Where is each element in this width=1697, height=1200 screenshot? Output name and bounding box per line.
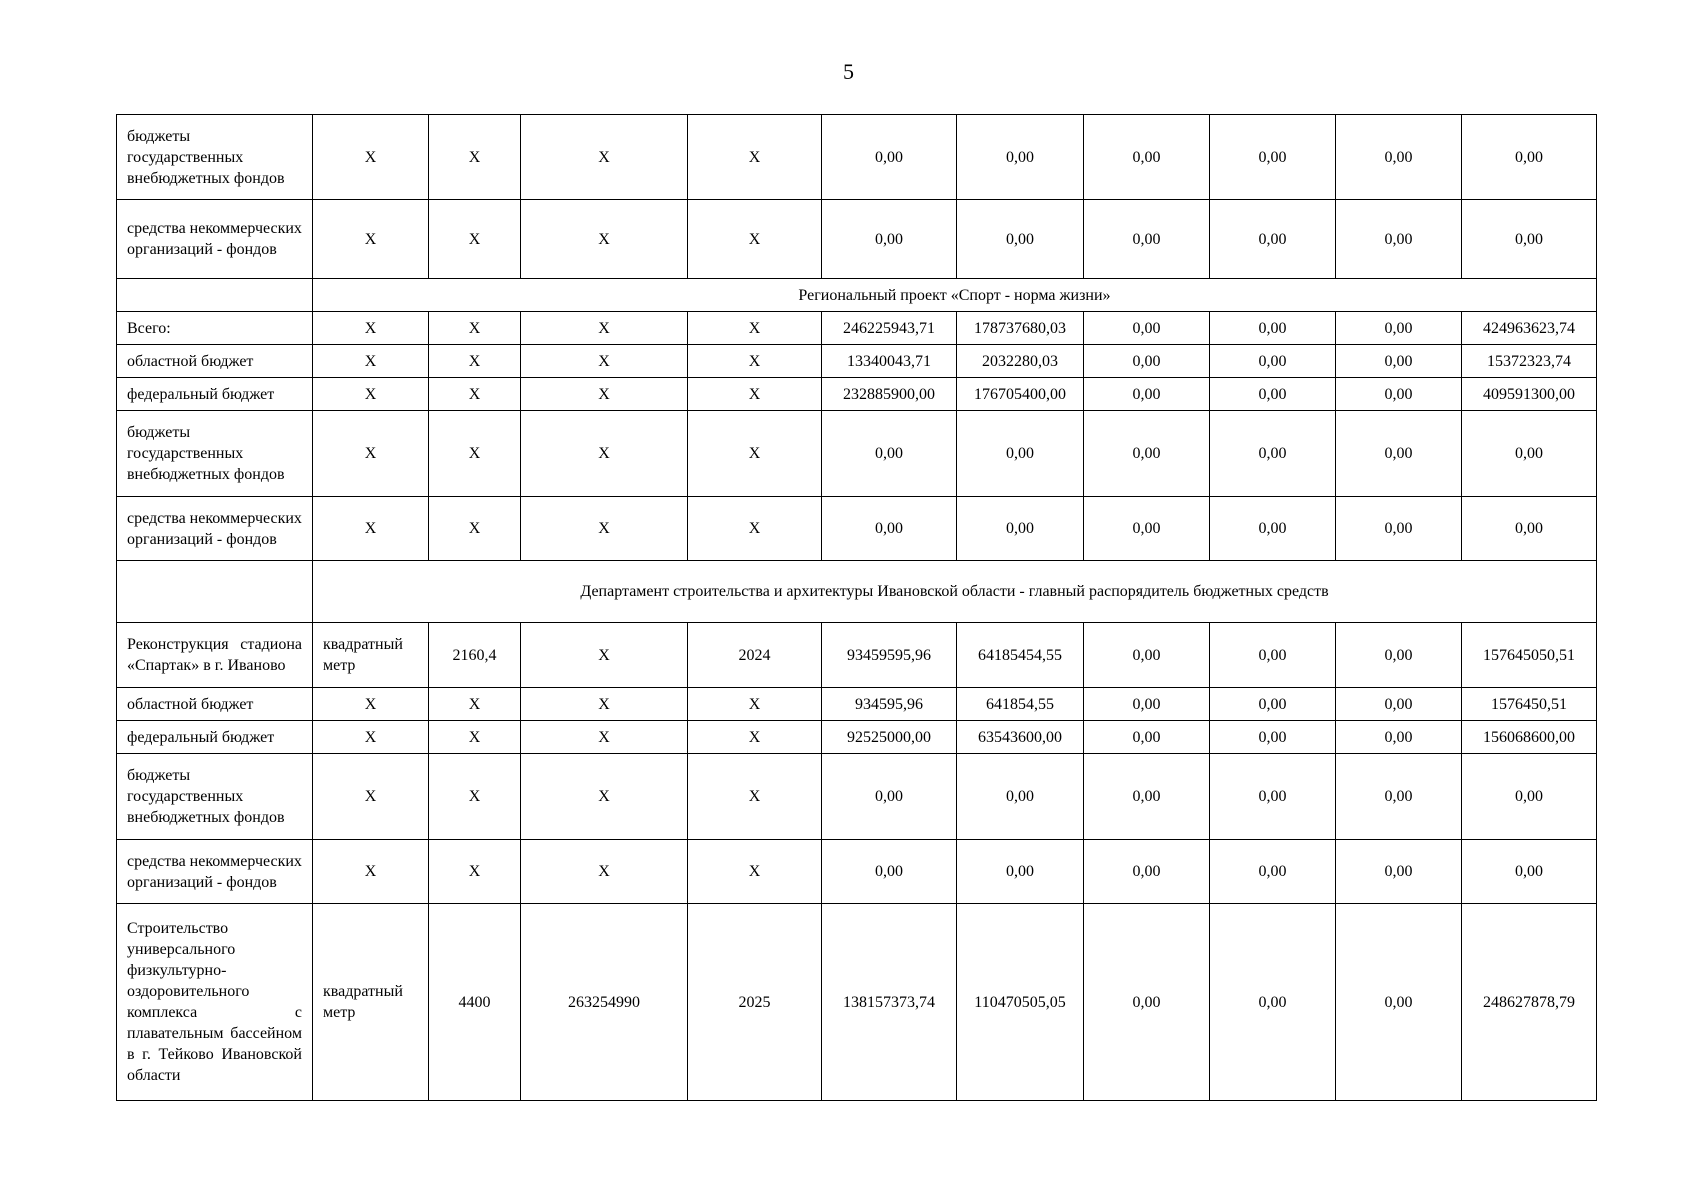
amount-cell: 0,00 [1210, 721, 1336, 754]
year-cell: X [688, 378, 822, 411]
total-cell: 0,00 [1462, 200, 1597, 279]
unit-cell: квадратный метр [313, 904, 429, 1101]
amount-cell: 0,00 [1084, 623, 1210, 688]
amount-cell: 13340043,71 [822, 345, 957, 378]
row-name-cell: Строительство универсального физкультурно-оздоровительного комплекса с плавательным бассейном в г. Тейково Ивановской области [117, 904, 313, 1101]
amount-cell: 0,00 [1336, 754, 1462, 840]
total-cell: 156068600,00 [1462, 721, 1597, 754]
row-name-cell: федеральный бюджет [117, 721, 313, 754]
cost-cell: X [521, 840, 688, 904]
section-row [117, 561, 1597, 623]
amount-cell: 0,00 [1210, 115, 1336, 200]
amount-cell: 0,00 [822, 411, 957, 497]
amount-cell: 0,00 [957, 754, 1084, 840]
amount-cell: 0,00 [822, 840, 957, 904]
unit-cell: X [313, 840, 429, 904]
amount-cell: 0,00 [1336, 200, 1462, 279]
row-name-cell [117, 561, 313, 623]
amount-cell: 0,00 [1084, 840, 1210, 904]
unit-cell: X [313, 721, 429, 754]
page-number: 5 [843, 59, 854, 84]
table-row [117, 754, 1597, 840]
amount-cell: 138157373,74 [822, 904, 957, 1101]
unit-cell: X [313, 312, 429, 345]
row-name-cell: средства некоммерческих организаций - фондов [117, 497, 313, 561]
amount-cell: 0,00 [1210, 200, 1336, 279]
amount-cell: 641854,55 [957, 688, 1084, 721]
value-cell: X [429, 312, 521, 345]
amount-cell: 178737680,03 [957, 312, 1084, 345]
total-cell: 0,00 [1462, 497, 1597, 561]
total-cell: 248627878,79 [1462, 904, 1597, 1101]
amount-cell: 0,00 [1210, 497, 1336, 561]
total-cell: 157645050,51 [1462, 623, 1597, 688]
amount-cell: 0,00 [1084, 378, 1210, 411]
amount-cell: 0,00 [957, 497, 1084, 561]
year-cell: 2025 [688, 904, 822, 1101]
row-name-cell: бюджеты государственных внебюджетных фондов [117, 754, 313, 840]
amount-cell: 0,00 [1084, 904, 1210, 1101]
amount-cell: 93459595,96 [822, 623, 957, 688]
amount-cell: 0,00 [1084, 411, 1210, 497]
amount-cell: 64185454,55 [957, 623, 1084, 688]
amount-cell: 110470505,05 [957, 904, 1084, 1101]
amount-cell: 0,00 [1084, 345, 1210, 378]
section-title: Департамент строительства и архитектуры Ивановской области - главный распорядитель бюджетных средств [313, 561, 1597, 623]
row-name-cell: федеральный бюджет [117, 378, 313, 411]
total-cell: 0,00 [1462, 840, 1597, 904]
amount-cell: 0,00 [1210, 754, 1336, 840]
amount-cell: 0,00 [957, 411, 1084, 497]
table-row [117, 312, 1597, 345]
amount-cell: 0,00 [1084, 688, 1210, 721]
unit-cell: X [313, 754, 429, 840]
value-cell: X [429, 115, 521, 200]
amount-cell: 0,00 [1336, 378, 1462, 411]
unit-cell: X [313, 378, 429, 411]
value-cell: X [429, 754, 521, 840]
budget-table [116, 114, 1597, 1101]
unit-cell: X [313, 345, 429, 378]
year-cell: X [688, 497, 822, 561]
amount-cell: 246225943,71 [822, 312, 957, 345]
amount-cell: 0,00 [1336, 115, 1462, 200]
amount-cell: 0,00 [1210, 378, 1336, 411]
year-cell: X [688, 721, 822, 754]
year-cell: X [688, 345, 822, 378]
row-name-cell: Всего: [117, 312, 313, 345]
total-cell: 0,00 [1462, 754, 1597, 840]
value-cell: X [429, 688, 521, 721]
amount-cell: 63543600,00 [957, 721, 1084, 754]
amount-cell: 0,00 [1084, 754, 1210, 840]
row-name-cell: средства некоммерческих организаций - фондов [117, 840, 313, 904]
total-cell: 0,00 [1462, 115, 1597, 200]
value-cell: X [429, 840, 521, 904]
value-cell: X [429, 378, 521, 411]
amount-cell: 0,00 [822, 754, 957, 840]
amount-cell: 0,00 [1084, 115, 1210, 200]
amount-cell: 232885900,00 [822, 378, 957, 411]
cost-cell: X [521, 345, 688, 378]
amount-cell: 0,00 [1336, 688, 1462, 721]
total-cell: 1576450,51 [1462, 688, 1597, 721]
year-cell: X [688, 411, 822, 497]
amount-cell: 0,00 [1210, 411, 1336, 497]
value-cell: X [429, 345, 521, 378]
amount-cell: 0,00 [1084, 721, 1210, 754]
unit-cell: X [313, 688, 429, 721]
total-cell: 409591300,00 [1462, 378, 1597, 411]
amount-cell: 0,00 [957, 840, 1084, 904]
amount-cell: 0,00 [1336, 411, 1462, 497]
year-cell: X [688, 688, 822, 721]
cost-cell: X [521, 115, 688, 200]
cost-cell: X [521, 497, 688, 561]
amount-cell: 0,00 [1210, 345, 1336, 378]
amount-cell: 0,00 [1336, 312, 1462, 345]
unit-cell: X [313, 411, 429, 497]
unit-cell: X [313, 115, 429, 200]
cost-cell: 263254990 [521, 904, 688, 1101]
row-name-cell: Реконструкция стадиона «Спартак» в г. Иваново [117, 623, 313, 688]
table-row [117, 345, 1597, 378]
amount-cell: 0,00 [1336, 840, 1462, 904]
year-cell: X [688, 754, 822, 840]
row-name-cell: областной бюджет [117, 688, 313, 721]
amount-cell: 0,00 [957, 200, 1084, 279]
amount-cell: 2032280,03 [957, 345, 1084, 378]
cost-cell: X [521, 312, 688, 345]
year-cell: X [688, 200, 822, 279]
amount-cell: 0,00 [1336, 904, 1462, 1101]
row-name-cell: бюджеты государственных внебюджетных фондов [117, 115, 313, 200]
amount-cell: 0,00 [822, 115, 957, 200]
section-row [117, 279, 1597, 312]
value-cell: 4400 [429, 904, 521, 1101]
amount-cell: 0,00 [1336, 623, 1462, 688]
cost-cell: X [521, 200, 688, 279]
table-row [117, 115, 1597, 200]
table-row [117, 497, 1597, 561]
cost-cell: X [521, 754, 688, 840]
value-cell: X [429, 411, 521, 497]
value-cell: 2160,4 [429, 623, 521, 688]
year-cell: 2024 [688, 623, 822, 688]
unit-cell: X [313, 200, 429, 279]
table-row [117, 840, 1597, 904]
year-cell: X [688, 115, 822, 200]
amount-cell: 176705400,00 [957, 378, 1084, 411]
row-name-cell: средства некоммерческих организаций - фондов [117, 200, 313, 279]
amount-cell: 0,00 [1084, 200, 1210, 279]
value-cell: X [429, 497, 521, 561]
total-cell: 0,00 [1462, 411, 1597, 497]
year-cell: X [688, 840, 822, 904]
amount-cell: 0,00 [1084, 312, 1210, 345]
amount-cell: 0,00 [1336, 497, 1462, 561]
amount-cell: 0,00 [1210, 623, 1336, 688]
amount-cell: 0,00 [1210, 312, 1336, 345]
amount-cell: 0,00 [1210, 688, 1336, 721]
amount-cell: 0,00 [822, 497, 957, 561]
amount-cell: 0,00 [1210, 904, 1336, 1101]
row-name-cell: бюджеты государственных внебюджетных фондов [117, 411, 313, 497]
table-row [117, 378, 1597, 411]
section-title: Региональный проект «Спорт - норма жизни» [313, 279, 1597, 312]
year-cell: X [688, 312, 822, 345]
total-cell: 15372323,74 [1462, 345, 1597, 378]
value-cell: X [429, 721, 521, 754]
cost-cell: X [521, 623, 688, 688]
table-row [117, 904, 1597, 1101]
unit-cell: X [313, 497, 429, 561]
table-row [117, 688, 1597, 721]
row-name-cell [117, 279, 313, 312]
amount-cell: 0,00 [957, 115, 1084, 200]
amount-cell: 934595,96 [822, 688, 957, 721]
cost-cell: X [521, 721, 688, 754]
cost-cell: X [521, 378, 688, 411]
amount-cell: 0,00 [1336, 345, 1462, 378]
amount-cell: 0,00 [1336, 721, 1462, 754]
amount-cell: 0,00 [822, 200, 957, 279]
unit-cell: квадратный метр [313, 623, 429, 688]
table-row [117, 200, 1597, 279]
value-cell: X [429, 200, 521, 279]
cost-cell: X [521, 411, 688, 497]
total-cell: 424963623,74 [1462, 312, 1597, 345]
row-name-cell: областной бюджет [117, 345, 313, 378]
table-row [117, 411, 1597, 497]
amount-cell: 0,00 [1210, 840, 1336, 904]
table-row [117, 721, 1597, 754]
table-row [117, 623, 1597, 688]
amount-cell: 92525000,00 [822, 721, 957, 754]
amount-cell: 0,00 [1084, 497, 1210, 561]
cost-cell: X [521, 688, 688, 721]
